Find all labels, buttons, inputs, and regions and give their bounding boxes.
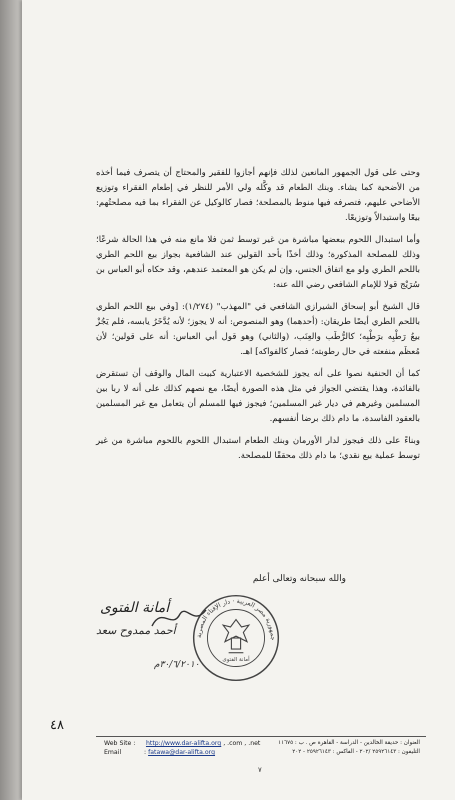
bottom-page-number: ٧ [258,766,262,774]
paragraph: وبناءً على ذلك فيجوز لدار الأورمان وبنك الطعام استبدال اللحوم باللحوم مباشرة من غير توسط عملية بيع نقدي؛ ما دام ذلك محققًا للمصلحة. [96,436,420,461]
seal-ring-text: جمهورية مصر العربية · دار الإفتاء المصرية [195,597,277,641]
paragraph: قال الشيخ أبو إسحاق الشيرازي الشافعي في "المهذب" (١/٢٧٤): [وفي بيع اللحم الطري باللحم الطري أيضًا طريقان: (أحدهما) وهو المنصوص: أنه لا يجوز؛ لأنه يُدَّخَرُ يابسه، فلم يَجُزْ بيعُ رَطْبِه برَطْبِه؛ كالرُّطَب والعِنَب، (والثاني) وهو قول أبي العباس: أنه على قولين؛ لأن مُعظَم منفعته في حال رطوبته؛ فصار كالفواكه] اهـ. [96,302,420,357]
paragraph: وحتى على قول الجمهور المانعين لذلك فإنهم أجازوا للفقير والمحتاج أن يتصرف فيما أخذه من الأضحية كما يشاء. وبنك الطعام قد وكَّله ولي الأمر للنظر في إطعام الفقراء وتوزيع الأضاحي عليهم، فتصرفه فيها منوط بالمصلحة؛ فصار كالوكيل عن الفقراء بما فيه مصلحتُهم: بيعًا واستبدالاً وتوزيعًا. [96,168,420,223]
email-separator: : [144,749,147,756]
website-suffix: , .com , .net [223,740,261,747]
scan-binding-edge [0,0,22,800]
footer-address [266,739,420,757]
document-page [22,0,455,800]
footer-divider [96,736,426,737]
website-link[interactable]: http://www.dar-alifta.org [145,740,222,747]
phone-line: التليفون : ٢٥٩٢٦١٤٣ /٢٠٢ - الفاكس : ٢٥٩٢٦١٤٣ - ٢٠٢ [292,749,420,755]
paragraph: وأما استبدال اللحوم ببعضها مباشرة من غير توسط ثمن فلا مانع منه في هذا الحالة شرعًا؛ وذلك للمصلحة المذكورة؛ وذلك أخذًا بأحد القولين عند الشافعية بجواز بيع اللحم الطري باللحم الطري ولو مع اتفاق الجنس، وإن لم يكن هو المعتمد عندهم، وقد حكاه أبو العباس بن سُرَيْج قولا للإمام الشافعي رضي الله عنه: [96,235,420,290]
address-line: العنوان : حديقة الخالدين - الدراسة - القاهرة ص . ب : ١١٦٧٥ [278,740,420,746]
page-number: ٤٨ [50,718,64,733]
paragraph: كما أن الحنفية نصوا على أنه يجوز للشخصية الاعتبارية كبيت المال والوقف أن تستقرض بالفائدة، وهذا يقتضي الجواز في مثل هذه الصورة أيضًا، مع نصهم كذلك على أنه لا ربا بين المسلمين وغيرهم في ديار غير المسلمين؛ فيجوز فيها للمسلم أن يتعامل مع غير المسلمين بالعقود الفاسدة، ما دام ذلك برضا أنفسهم. [96,369,420,424]
email-label: Email [104,749,122,756]
email-link[interactable]: fatawa@dar-alifta.org [148,749,216,756]
fatwa-body [96,166,420,471]
signature-title: أمانة الفتوى [100,600,170,616]
eagle-emblem-icon [223,620,249,653]
website-label: Web Site : [104,740,136,747]
closing-phrase: والله سبحانه وتعالى أعلم [252,574,346,584]
seal-center-text: أمانة الفتوى [222,657,250,663]
signature-date: ٣٠/٦/٢٠١٠م [154,660,200,670]
signature-name: أحمد ممدوح سعد [96,624,176,637]
footer-contact [104,739,260,757]
